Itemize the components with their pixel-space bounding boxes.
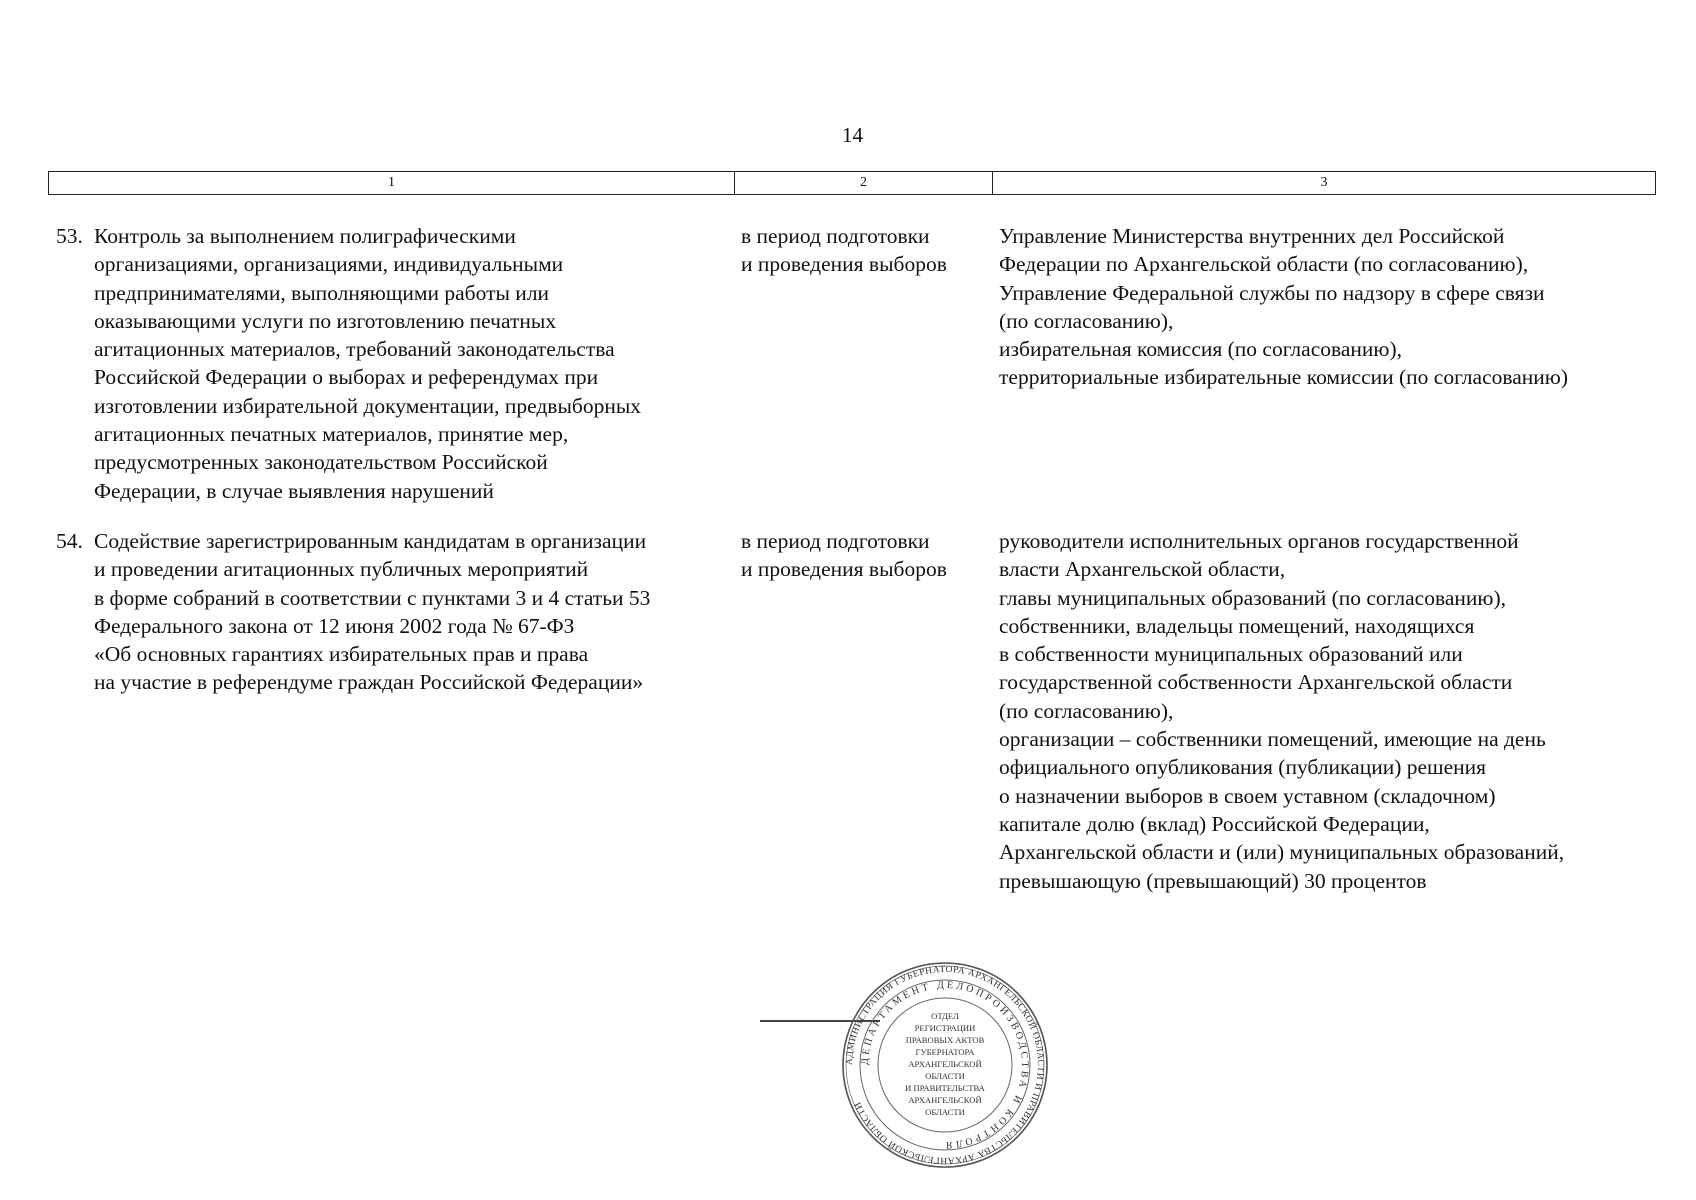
seal-center-text [905,1011,985,1117]
text-line: агитационных материалов, требований законодательства [94,337,615,362]
text-line: (по согласованию), [999,308,1174,333]
text-line: и проведения выборов [741,252,947,277]
text-line: Управление Федеральной службы по надзору в сфере связи [999,280,1545,305]
seal-line: ОБЛАСТИ [925,1071,965,1081]
text-line: организациями, организациями, индивидуальными [94,252,564,277]
row-54-responsible [999,527,1679,895]
text-line: власти Архангельской области, [999,557,1286,582]
text-line: в период подготовки [741,224,930,248]
text-line: в период подготовки [741,529,930,553]
seal-line: АРХАНГЕЛЬСКОЙ [908,1095,982,1105]
seal-line: ПРАВОВЫХ АКТОВ [905,1035,985,1045]
text-line: собственники, владельцы помещений, находящихся [999,613,1475,638]
row-54-number: 54. [56,529,83,553]
text-line: и проведения выборов [741,557,947,582]
text-line: официального опубликования (публикации) решения [999,755,1487,780]
text-line: организации – собственники помещений, имеющие на день [999,727,1546,752]
seal-line: ОБЛАСТИ [925,1107,965,1117]
text-line: Федерации по Архангельской области (по согласованию), [999,252,1529,277]
text-line: о назначении выборов в своем уставном (складочном) [999,783,1496,808]
row-53-responsible [999,222,1679,392]
row-53-period [741,222,991,279]
text-line: предпринимателями, выполняющими работы или [94,280,550,305]
seal-icon [840,960,1050,1170]
text-line: руководители исполнительных органов государственной [999,529,1519,553]
text-line: и проведении агитационных публичных мероприятий [94,557,589,582]
text-line: в форме собраний в соответствии с пунктами 3 и 4 статьи 53 [94,585,651,610]
table-header-row [48,171,1656,195]
seal-line: РЕГИСТРАЦИИ [914,1023,976,1033]
column-header-1: 1 [49,172,735,194]
text-line: территориальные избирательные комиссии (по согласованию) [999,365,1569,390]
seal-line: ОТДЕЛ [931,1011,959,1021]
row-54-period [741,527,991,584]
text-line: Федерации, в случае выявления нарушений [94,478,494,503]
row-54-description [94,527,734,697]
text-line: «Об основных гарантиях избирательных прав и права [94,642,589,667]
text-line: агитационных печатных материалов, принятие мер, [94,422,569,447]
text-line: изготовлении избирательной документации, предвыборных [94,393,642,418]
text-line: Федерального закона от 12 июня 2002 года № 67-ФЗ [94,613,575,638]
text-line: Архангельской области и (или) муниципальных образований, [999,840,1565,865]
text-line: Содействие зарегистрированным кандидатам в организации [94,529,647,553]
row-53-number: 53. [56,224,83,248]
text-line: Контроль за выполнением полиграфическими [94,224,516,248]
seal-line: И ПРАВИТЕЛЬСТВА [905,1083,985,1093]
text-line: на участие в референдуме граждан Российской Федерации» [94,670,644,695]
page-number: 14 [842,123,863,147]
seal-outer-text: АДМИНИСТРАЦИЯ ГУБЕРНАТОРА АРХАНГЕЛЬСКОЙ ОБЛАСТИ И ПРАВИТЕЛЬСТВА АРХАНГЕЛЬСКОЙ ОБЛАСТИ [844,964,1046,1166]
text-line: государственной собственности Архангельской области [999,670,1513,695]
text-line: Управление Министерства внутренних дел Российской [999,224,1505,248]
text-line: оказывающими услуги по изготовлению печатных [94,308,557,333]
text-line: Российской Федерации о выборах и референдумах при [94,365,599,390]
text-line: капитале долю (вклад) Российской Федерации, [999,811,1430,836]
row-53-description [94,222,734,505]
text-line: избирательная комиссия (по согласованию), [999,337,1403,362]
text-line: в собственности муниципальных образований или [999,642,1463,667]
text-line: превышающую (превышающий) 30 процентов [999,868,1427,893]
text-line: предусмотренных законодательством Российской [94,450,548,475]
seal-line: ГУБЕРНАТОРА [915,1047,975,1057]
column-header-3: 3 [1320,175,1328,190]
text-line: (по согласованию), [999,698,1174,723]
text-line: главы муниципальных образований (по согласованию), [999,585,1506,610]
seal-line: АРХАНГЕЛЬСКОЙ [908,1059,982,1069]
registration-stamp [760,960,1060,1190]
column-header-2: 2 [735,172,993,194]
seal-middle-text: ДЕПАРТАМЕНТ ДЕЛОПРОИЗВОДСТВА И КОНТРОЛЯ [859,979,1031,1151]
